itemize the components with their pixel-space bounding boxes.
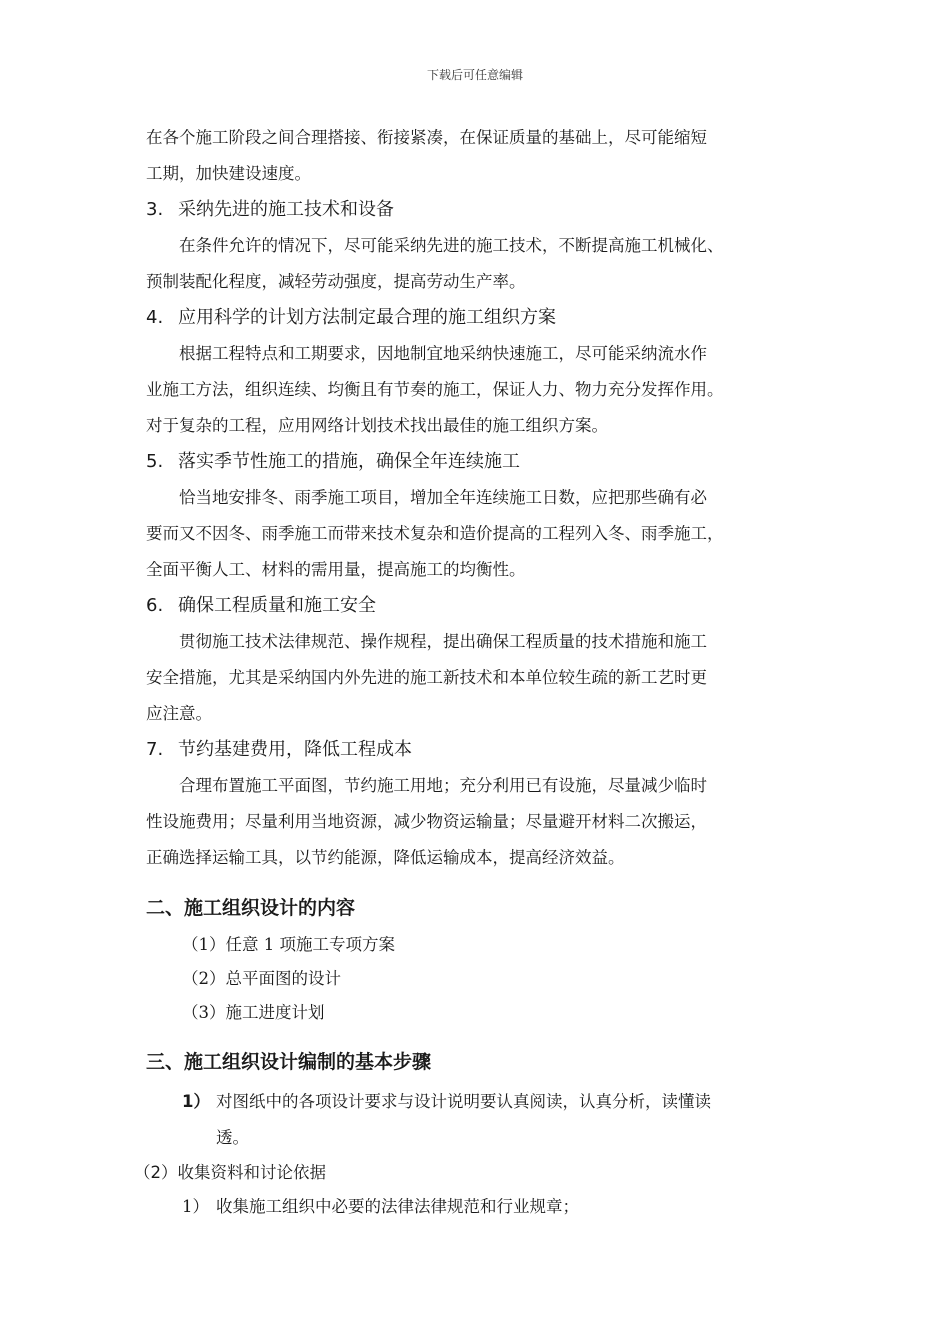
section-title: 确保工程质量和施工安全 — [178, 595, 376, 616]
paragraph-line: 预制装配化程度，减轻劳动强度，提高劳动生产率。 — [146, 272, 526, 291]
section-heading — [146, 732, 826, 768]
document-body — [134, 120, 826, 1224]
section-title: 采纳先进的施工技术和设备 — [178, 199, 394, 220]
section-4 — [146, 300, 826, 444]
section-heading — [146, 192, 826, 228]
section-heading — [146, 444, 826, 480]
sub-list-item — [146, 1190, 826, 1224]
section-3 — [146, 192, 826, 300]
section-7 — [146, 732, 826, 876]
part-2 — [146, 890, 826, 1030]
section-title: 应用科学的计划方法制定最合理的施工组织方案 — [178, 307, 556, 328]
section-5 — [146, 444, 826, 588]
sub-item-number: 1） — [182, 1197, 209, 1216]
list-item: （1）任意 1 项施工专项方案 — [182, 935, 395, 954]
section-title: 节约基建费用，降低工程成本 — [178, 739, 412, 760]
section-number: 7. — [146, 739, 164, 760]
sub-heading: （2）收集资料和讨论依据 — [134, 1163, 326, 1182]
step-text-continued: 透。 — [216, 1128, 249, 1147]
intro-line-2: 工期，加快建设速度。 — [146, 164, 311, 183]
list-item: （2）总平面图的设计 — [182, 969, 341, 988]
paragraph-line: 业施工方法，组织连续、均衡且有节奏的施工，保证人力、物力充分发挥作用。 — [146, 380, 724, 399]
paragraph-line: 性设施费用；尽量利用当地资源，减少物资运输量；尽量避开材料二次搬运， — [146, 812, 707, 831]
paragraph-line: 要而又不因冬、雨季施工而带来技术复杂和造价提高的工程列入冬、雨季施工， — [146, 524, 724, 543]
paragraph-line: 根据工程特点和工期要求，因地制宜地采纳快速施工，尽可能采纳流水作 — [179, 344, 707, 363]
paragraph-line: 安全措施，尤其是采纳国内外先进的施工新技术和本单位较生疏的新工艺时更 — [146, 668, 707, 687]
paragraph-line: 恰当地安排冬、雨季施工项目，增加全年连续施工日数，应把那些确有必 — [179, 488, 707, 507]
paragraph-line: 贯彻施工技术法律规范、操作规程，提出确保工程质量的技术措施和施工 — [179, 632, 707, 651]
section-number: 6. — [146, 595, 164, 616]
section-number: 3. — [146, 199, 164, 220]
paragraph-line: 正确选择运输工具，以节约能源，降低运输成本，提高经济效益。 — [146, 848, 625, 867]
part-heading: 三、施工组织设计编制的基本步骤 — [146, 1051, 432, 1073]
section-heading — [146, 588, 826, 624]
step-number: 1） — [182, 1092, 210, 1111]
paragraph-line: 全面平衡人工、材料的需用量，提高施工的均衡性。 — [146, 560, 526, 579]
list-item: （3）施工进度计划 — [182, 1003, 325, 1022]
paragraph-line: 对于复杂的工程，应用网络计划技术找出最佳的施工组织方案。 — [146, 416, 608, 435]
paragraph-line: 合理布置施工平面图，节约施工用地；充分利用已有设施，尽量减少临时 — [179, 776, 707, 795]
part-heading: 二、施工组织设计的内容 — [146, 897, 356, 919]
paragraph-line: 应注意。 — [146, 704, 212, 723]
section-number: 4. — [146, 307, 164, 328]
sub-item-text: 收集施工组织中必要的法律法律规范和行业规章； — [216, 1197, 579, 1216]
step-text: 对图纸中的各项设计要求与设计说明要认真阅读，认真分析，读懂读 — [216, 1092, 711, 1111]
paragraph-line: 在条件允许的情况下，尽可能采纳先进的施工技术，不断提高施工机械化、 — [179, 236, 724, 255]
page-header: 下载后可任意编辑 — [426, 68, 523, 82]
section-6 — [146, 588, 826, 732]
step-item — [146, 1084, 826, 1156]
part-3 — [134, 1044, 826, 1224]
section-title: 落实季节性施工的措施，确保全年连续施工 — [178, 451, 520, 472]
intro-line-1: 在各个施工阶段之间合理搭接、衔接紧凑，在保证质量的基础上，尽可能缩短 — [146, 128, 707, 147]
section-heading — [146, 300, 826, 336]
section-number: 5. — [146, 451, 164, 472]
